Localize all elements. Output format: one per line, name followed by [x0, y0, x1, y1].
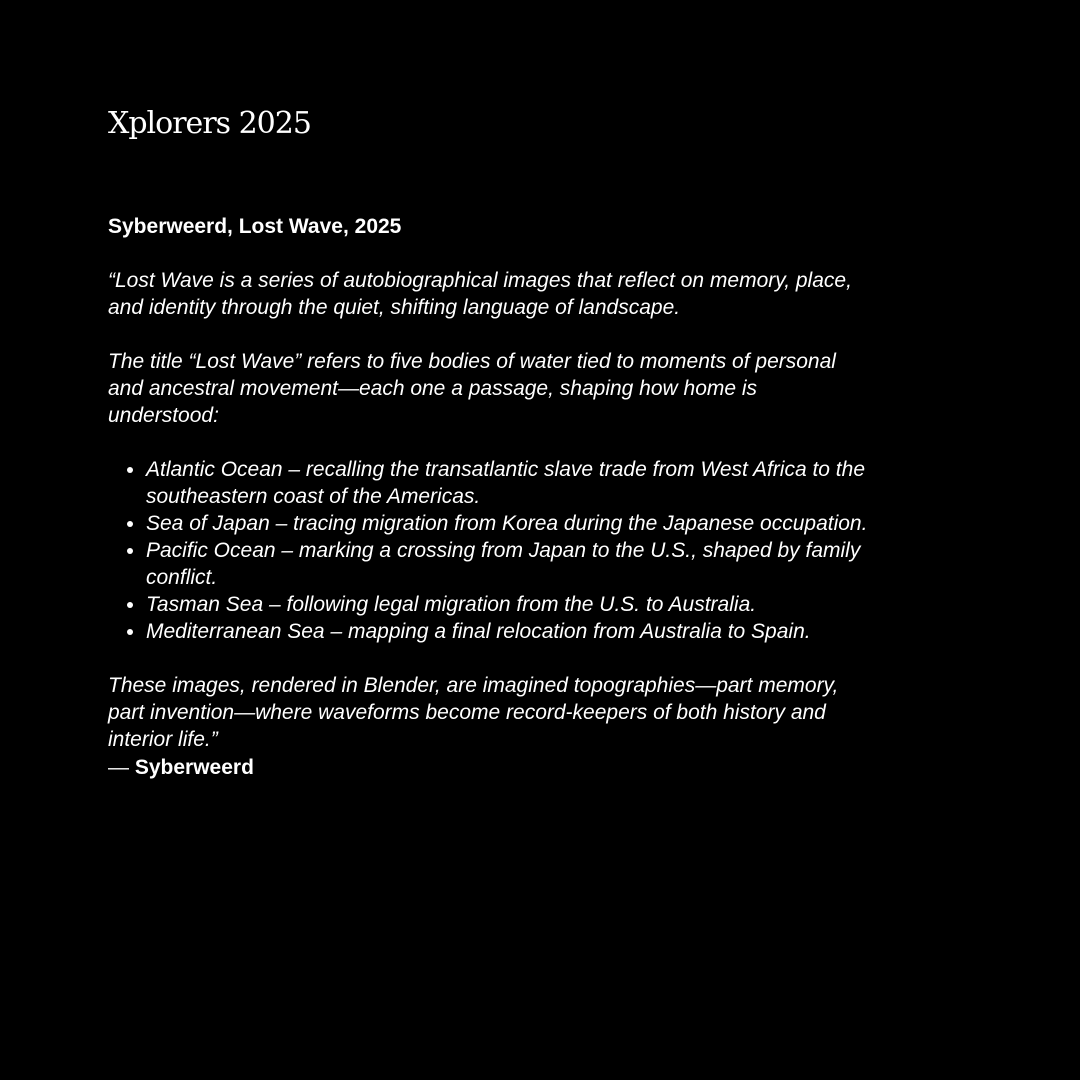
list-item-atlantic-ocean: • Atlantic Ocean – recalling the transatlantic slave trade from West Africa to the southeastern coast of the Americas. [146, 456, 868, 510]
statement-paragraph-title-meaning: The title “Lost Wave” refers to five bodies of water tied to moments of personal and ancestral movement—each one a passage, shaping how home is understood: [108, 350, 836, 427]
signature-dash: — [108, 756, 135, 779]
list-item-pacific-ocean: • Pacific Ocean – marking a crossing from Japan to the U.S., shaped by family conflict. [146, 537, 868, 591]
artist-signature [108, 753, 868, 783]
bodies-of-water-list [108, 456, 868, 645]
list-item-mediterranean-sea: • Mediterranean Sea – mapping a final relocation from Australia to Spain. [146, 618, 868, 645]
signature-name: Syberweerd [134, 756, 254, 779]
statement-paragraph-intro: “Lost Wave is a series of autobiographical images that reflect on memory, place, and identity through the quiet, shifting language of landscape. [108, 269, 852, 319]
list-item-tasman-sea: • Tasman Sea – following legal migration from the U.S. to Australia. [146, 591, 868, 618]
brand-logo: Xplorers 2025 [108, 106, 311, 141]
statement-paragraph-closing: These images, rendered in Blender, are imagined topographies—part memory, part invention—where waveforms become record-keepers of both history and interior life.” [108, 674, 839, 751]
list-item-sea-of-japan: • Sea of Japan – tracing migration from Korea during the Japanese occupation. [146, 510, 868, 537]
artist-statement [108, 267, 868, 783]
artwork-title: Syberweerd, Lost Wave, 2025 [108, 215, 402, 238]
